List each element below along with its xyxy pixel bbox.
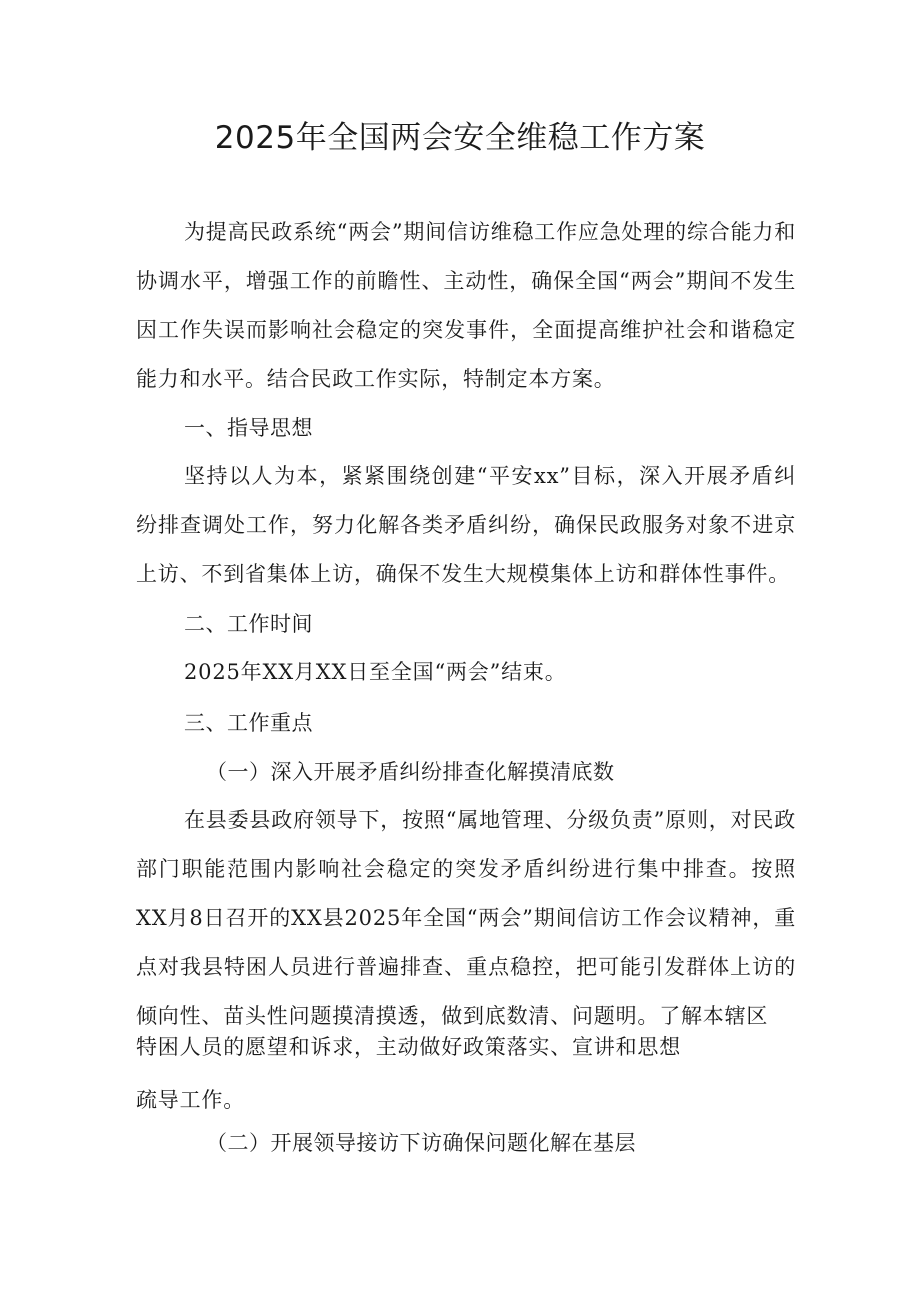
dispute-screening-paragraph: 在县委县政府领导下，按照“属地管理、分级负责”原则，对民政部门职能范围内影响社会稳定的突发矛盾纠纷进行集中排查。按照XX月8日召开的XX县2025年全国“两会”期间信访工作会议精神，重点对我县特困人员进行普遍排查、重点稳控，把可能引发群体上访的倾向性、苗头性问题摸清摸透，做到底数清、问题明。了解本辖区 <box>136 808 796 1028</box>
document-title: 2025年全国两会安全维稳工作方案 <box>214 120 706 156</box>
section-heading-work-focus: 三、工作重点 <box>184 711 313 735</box>
work-time-paragraph: 2025年XX月XX日至全国“两会”结束。 <box>184 660 567 684</box>
dispute-screening-line-2: 特困人员的愿望和诉求，主动做好政策落实、宣讲和思想 <box>136 1035 681 1059</box>
section-heading-work-time: 二、工作时间 <box>184 612 313 636</box>
dispute-screening-line-3: 疏导工作。 <box>136 1088 245 1112</box>
intro-paragraph: 为提高民政系统“两会”期间信访维稳工作应急处理的综合能力和协调水平，增强工作的前瞻性、主动性，确保全国“两会”期间不发生因工作失误而影响社会稳定的突发事件，全面提高维护社会和谐稳定能力和水平。结合民政工作实际，特制定本方案。 <box>136 220 796 391</box>
section-heading-guiding-thought: 一、指导思想 <box>184 416 313 440</box>
subheading-dispute-screening: （一）深入开展矛盾纠纷排查化解摸清底数 <box>206 760 615 784</box>
guiding-thought-paragraph: 坚持以人为本，紧紧围绕创建“平安xx”目标，深入开展矛盾纠纷排查调处工作，努力化解各类矛盾纠纷，确保民政服务对象不进京上访、不到省集体上访，确保不发生大规模集体上访和群体性事件。 <box>136 464 796 586</box>
subheading-leader-visits: （二）开展领导接访下访确保问题化解在基层 <box>206 1131 636 1155</box>
